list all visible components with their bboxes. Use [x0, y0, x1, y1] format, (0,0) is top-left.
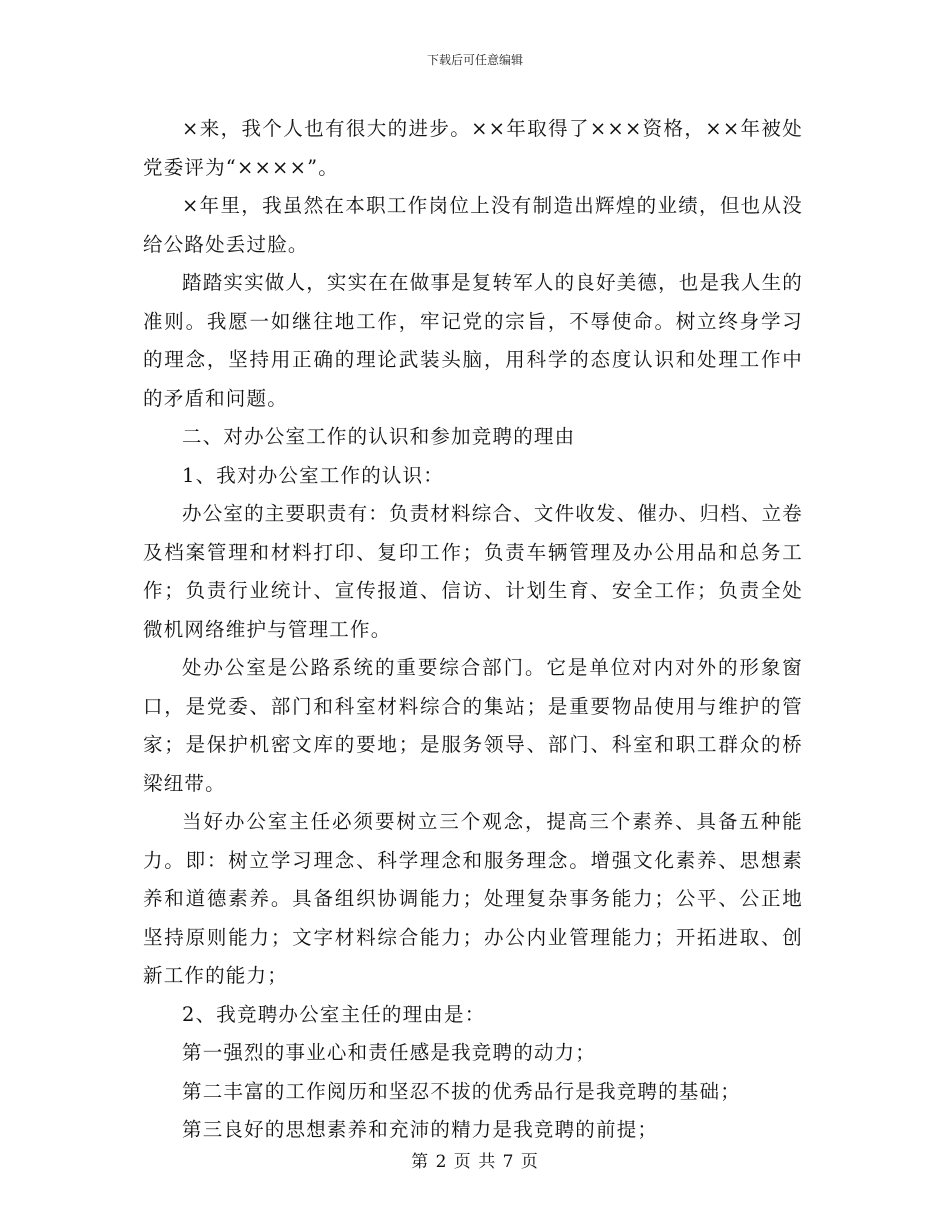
paragraph-years-work: ×年里，我虽然在本职工作岗位上没有制造出辉煌的业绩，但也从没给公路处丢过脸。: [143, 194, 803, 256]
document-body: [143, 110, 803, 1150]
reason-third: 第三良好的思想素养和充沛的精力是我竞聘的前提；: [182, 1118, 659, 1141]
section-heading-two: 二、对办公室工作的认识和参加竞聘的理由: [182, 425, 576, 448]
header-text: 下载后可任意编辑: [426, 53, 523, 67]
page-footer: [0, 1150, 950, 1174]
subheading-reasons: 2、我竞聘办公室主任的理由是：: [182, 1002, 486, 1026]
reason-first: 第一强烈的事业心和责任感是我竞聘的动力；: [182, 1041, 597, 1064]
paragraph-office-role: 处办公室是公路系统的重要综合部门。它是单位对内对外的形象窗口，是党委、部门和科室材料综合的集站；是重要物品使用与维护的管家；是保护机密文库的要地；是服务领导、部门、科室和职工群众的桥梁纽带。: [143, 656, 803, 795]
page-number: 第 2 页 共 7 页: [411, 1152, 539, 1172]
paragraph-office-duties: 办公室的主要职责有：负责材料综合、文件收发、催办、归档、立卷及档案管理和材料打印、复印工作；负责车辆管理及办公用品和总务工作；负责行业统计、宣传报道、信访、计划生育、安全工作；负责全处微机网络维护与管理工作。: [143, 502, 804, 641]
page-header: [0, 52, 950, 68]
paragraph-life-principles: 踏踏实实做人，实实在在做事是复转军人的良好美德，也是我人生的准则。我愿一如继往地工作，牢记党的宗旨，不辱使命。树立终身学习的理念，坚持用正确的理论武装头脑，用科学的态度认识和处理工作中的矛盾和问题。: [143, 271, 804, 410]
subheading-office-understanding: 1、我对办公室工作的认识：: [182, 463, 445, 487]
paragraph-director-requirements: 当好办公室主任必须要树立三个观念，提高三个素养、具备五种能力。即：树立学习理念、科学理念和服务理念。增强文化素养、思想素养和道德素养。具备组织协调能力；处理复杂事务能力；公平、公正地坚持原则能力；文字材料综合能力；办公内业管理能力；开拓进取、创新工作的能力；: [143, 810, 803, 987]
reason-second: 第二丰富的工作阅历和坚忍不拔的优秀品行是我竞聘的基础；: [182, 1079, 741, 1103]
paragraph-progress: ×来，我个人也有很大的进步。××年取得了×××资格，××年被处党委评为“××××”。: [143, 117, 803, 179]
